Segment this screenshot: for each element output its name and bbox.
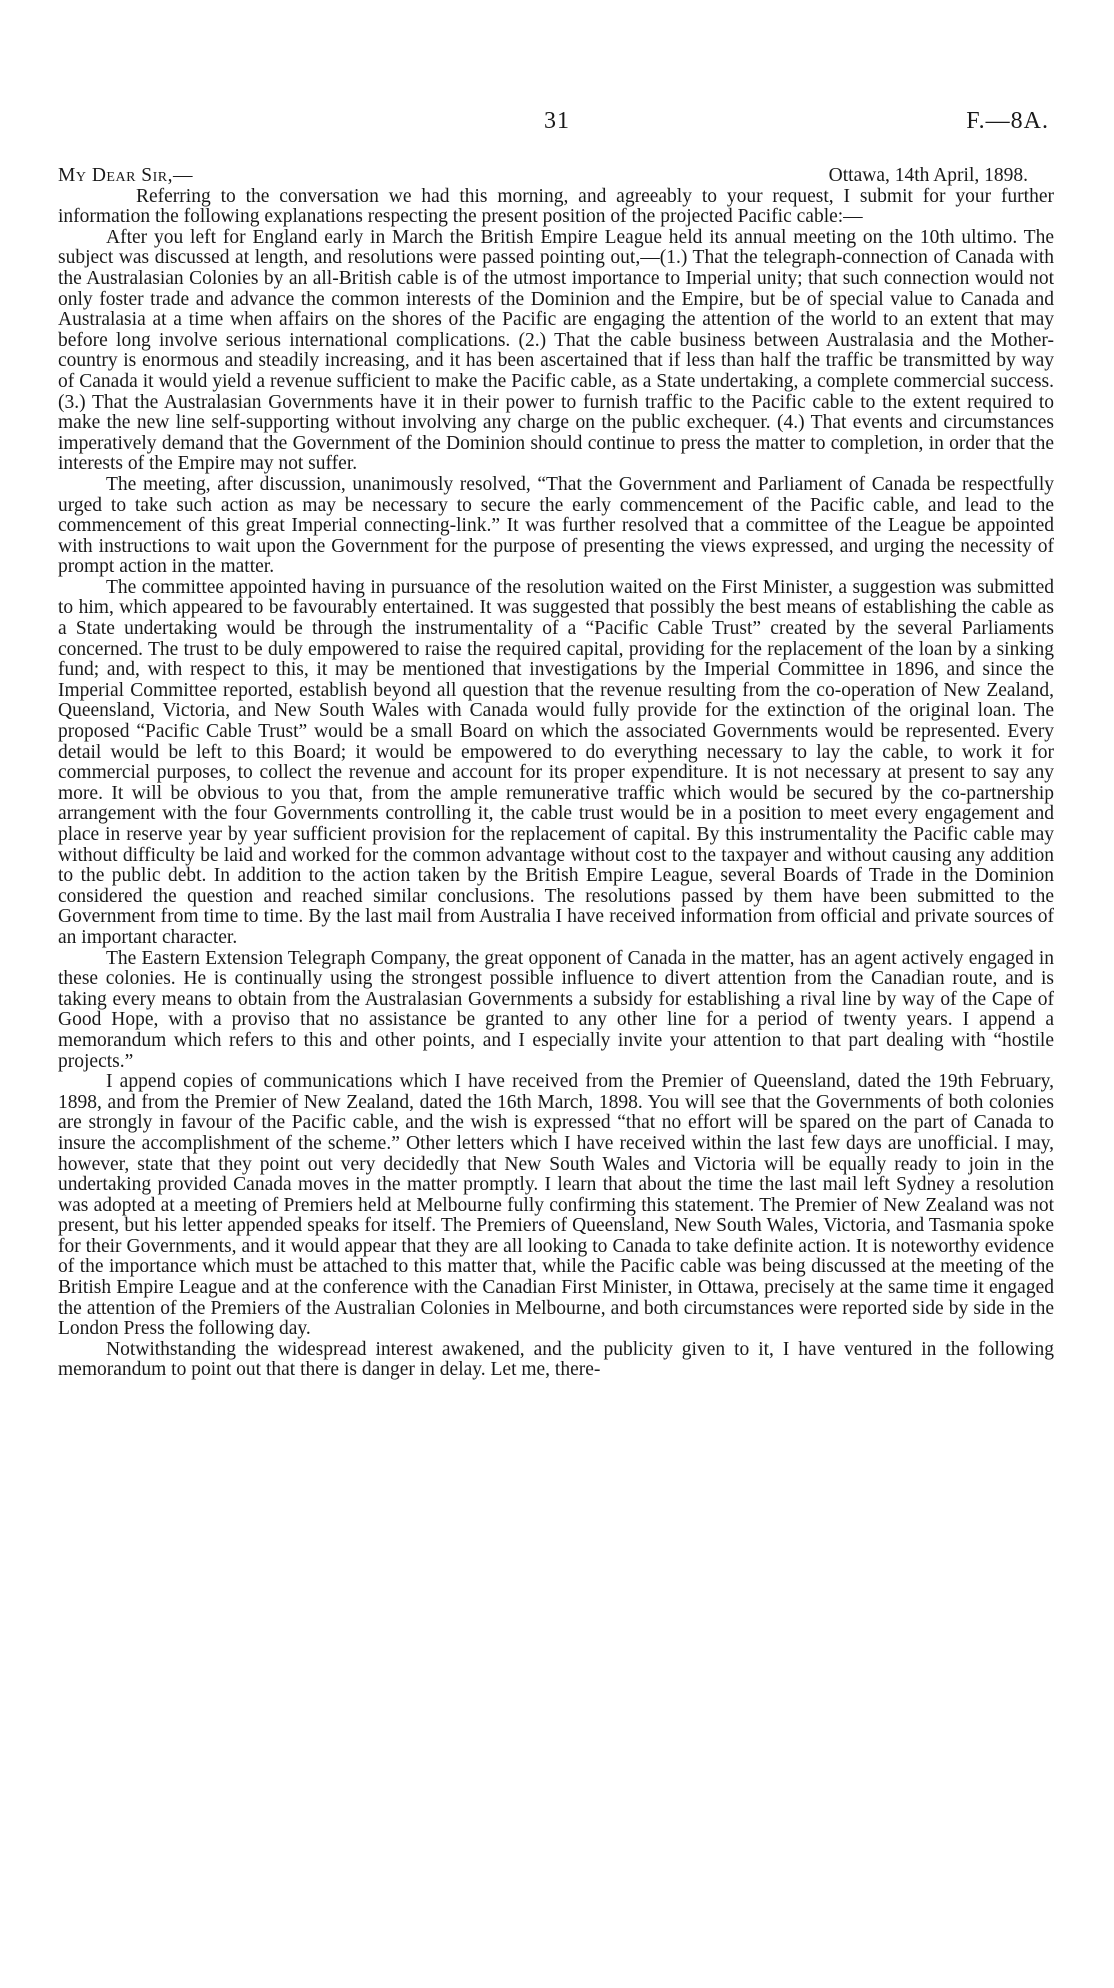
- paragraph-6: I append copies of communications which I have received from the Premier of Queensland, dated the 19th February, 1898, and from the Premier of New Zealand, dated the 16th March, 1898. You will see that the Governments of both colonies are strongly in favour of the Pacific cable, and the wish is expressed “that no effort will be spared on the part of Canada to insure the accomplishment of the scheme.” Other letters which I have received within the last few days are unofficial. I may, however, state that they point out very decidedly that New South Wales and Victoria will be equally ready to join in the undertaking provided Canada moves in the matter promptly. I learn that about the time the last mail left Sydney a resolution was adopted at a meeting of Premiers held at Melbourne fully confirming this statement. The Premier of New Zealand was not present, but his letter appended speaks for itself. The Premiers of Queensland, New South Wales, Victoria, and Tasmania spoke for their Governments, and it would appear that they are all looking to Canada to take definite action. It is noteworthy evidence of the importance which must be attached to this matter that, while the Pacific cable was being discussed at the meeting of the British Empire League and at the conference with the Canadian First Minister, in Ottawa, precisely at the same time it engaged the attention of the Premiers of the Australian Colonies in Melbourne, and both circumstances were reported side by side in the London Press the following day.: [58, 1071, 1054, 1340]
- paragraph-2: After you left for England early in March the British Empire League held its annual meeting on the 10th ultimo. The subject was discussed at length, and resolutions were passed pointing out,—(1.) That the telegraph-connection of Canada with the Australasian Colonies by an all-British cable is of the utmost importance to Imperial unity; that such connection would not only foster trade and advance the common interests of the Dominion and the Empire, but be of special value to Canada and Australasia at a time when affairs on the shores of the Pacific are engaging the attention of the world to an extent that may before long involve serious international complications. (2.) That the cable business between Australasia and the Mother-country is enormous and steadily increasing, and it has been ascertained that if less than half the traffic be transmitted by way of Canada it would yield a revenue sufficient to make the Pacific cable, as a State undertaking, a complete commercial success. (3.) That the Australasian Governments have it in their power to furnish traffic to the Pacific cable to the extent required to make the new line self-supporting without involving any charge on the public exchequer. (4.) That events and circumstances imperatively demand that the Government of the Dominion should continue to press the matter to completion, in order that the interests of the Empire may not suffer.: [58, 226, 1054, 475]
- page-number: 31: [544, 108, 570, 134]
- paragraph-5: The Eastern Extension Telegraph Company, the great opponent of Canada in the matter, has an agent actively engaged in these colonies. He is continually using the strongest possible influence to divert attention from the Canadian route, and is taking every means to obtain from the Australasian Governments a subsidy for establishing a rival line by way of the Cape of Good Hope, with a proviso that no assistance be granted to any other line for a period of twenty years. I append a memorandum which refers to this and other points, and I especially invite your attention to that part dealing with “hostile projects.”: [58, 947, 1054, 1072]
- document-reference: F.—8A.: [966, 108, 1049, 134]
- place-date: Ottawa, 14th April, 1898.: [828, 165, 1028, 186]
- salutation: My Dear Sir,—: [58, 165, 194, 186]
- paragraph-3: The meeting, after discussion, unanimously resolved, “That the Government and Parliament of Canada be respectfully urged to take such action as may be necessary to secure the early commencement of the Pacific cable, and lead to the commencement of this great Imperial connecting-link.” It was further resolved that a committee of the League be appointed with instructions to wait upon the Government for the purpose of presenting the views expressed, and urging the necessity of prompt action in the matter.: [58, 473, 1054, 578]
- letter-body: [58, 166, 1054, 1381]
- paragraph-1: Referring to the conversation we had this morning, and agreeably to your request, I submit for your further information the following explanations respecting the present position of the projected Pacific cable:—: [58, 185, 1054, 228]
- paragraph-4: The committee appointed having in pursuance of the resolution waited on the First Minister, a suggestion was submitted to him, which appeared to be favourably entertained. It was suggested that possibly the best means of establishing the cable as a State undertaking would be through the instrumentality of a “Pacific Cable Trust” created by the several Parliaments concerned. The trust to be duly empowered to raise the required capital, providing for the replacement of the loan by a sinking fund; and, with respect to this, it may be mentioned that investigations by the Imperial Committee in 1896, and since the Imperial Committee reported, establish beyond all question that the revenue resulting from the co-operation of New Zealand, Queensland, Victoria, and New South Wales with Canada would fully provide for the extinction of the original loan. The proposed “Pacific Cable Trust” would be a small Board on which the associated Governments would be represented. Every detail would be left to this Board; it would be empowered to do everything necessary to lay the cable, to work it for commercial purposes, to collect the revenue and account for its proper expenditure. It is not necessary at present to say any more. It will be obvious to you that, from the ample remunerative traffic which would be secured by the co-partnership arrangement with the four Governments controlling it, the cable trust would be in a position to meet every engagement and place in reserve year by year sufficient provision for the replacement of capital. By this instrumentality the Pacific cable may without difficulty be laid and worked for the common advantage without cost to the taxpayer and without causing any addition to the public debt. In addition to the action taken by the British Empire League, several Boards of Trade in the Dominion considered the question and reached similar conclusions. The resolutions passed by them have been submitted to the Government from time to time. By the last mail from Australia I have received information from official and private sources of an important character.: [58, 576, 1054, 948]
- letter-heading-row: [58, 166, 1054, 187]
- paragraph-7: Notwithstanding the widespread interest awakened, and the publicity given to it, I have ventured in the following memorandum to point out that there is danger in delay. Let me, there-: [58, 1338, 1054, 1381]
